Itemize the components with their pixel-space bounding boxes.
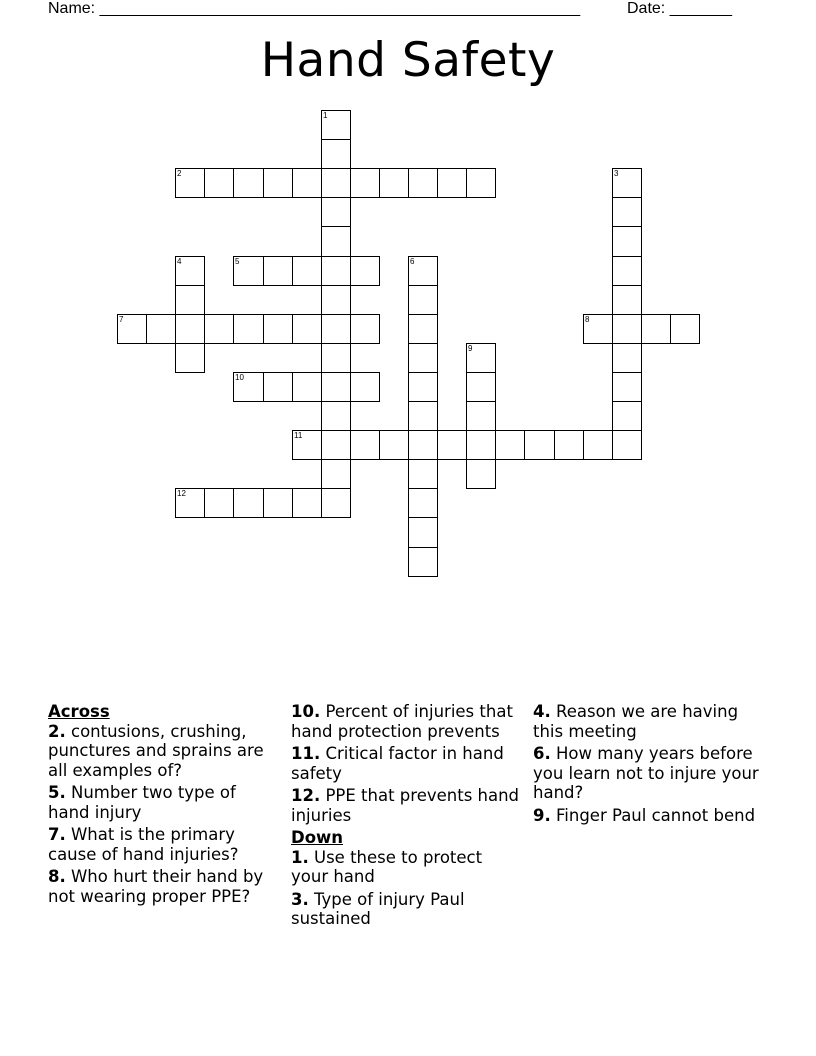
clue-number: 7.: [48, 825, 66, 844]
puzzle-title: Hand Safety: [260, 33, 556, 88]
grid-cell[interactable]: [612, 314, 642, 344]
grid-cell[interactable]: [612, 256, 642, 286]
grid-cell[interactable]: [612, 168, 642, 198]
grid-cell[interactable]: [204, 314, 234, 344]
clue-number: 12.: [291, 786, 321, 805]
grid-cell[interactable]: [175, 285, 205, 315]
clue-text: Type of injury Paul sustained: [291, 889, 465, 928]
grid-cell[interactable]: [350, 314, 380, 344]
clue-text: contusions, crushing, punctures and sprains are all examples of?: [48, 721, 264, 780]
clue-number: 6.: [533, 744, 551, 763]
grid-cell[interactable]: [321, 459, 351, 489]
grid-cell[interactable]: [612, 285, 642, 315]
grid-cell[interactable]: [292, 256, 322, 286]
clue-number: 9.: [533, 805, 551, 825]
clue-number-1: 1: [323, 111, 328, 120]
clue-number-5: 5: [235, 257, 240, 266]
date-field-label[interactable]: Date: _______: [627, 0, 732, 17]
grid-cell[interactable]: [117, 314, 147, 344]
grid-cell[interactable]: [466, 459, 496, 489]
grid-cell[interactable]: [408, 256, 438, 286]
grid-cell[interactable]: [292, 168, 322, 198]
grid-cell[interactable]: [612, 401, 642, 431]
clue-number: 5.: [48, 783, 66, 802]
clue-text: Finger Paul cannot bend: [550, 805, 756, 825]
clue-item: [291, 786, 523, 825]
grid-cell[interactable]: [263, 168, 293, 198]
grid-cell[interactable]: [408, 372, 438, 402]
grid-cell[interactable]: [175, 314, 205, 344]
grid-cell[interactable]: [292, 488, 322, 518]
grid-cell[interactable]: [321, 314, 351, 344]
grid-cell[interactable]: [292, 372, 322, 402]
clue-item: [48, 783, 280, 822]
grid-cell[interactable]: [408, 168, 438, 198]
grid-cell[interactable]: [379, 430, 409, 460]
grid-cell[interactable]: [408, 401, 438, 431]
clue-item: [291, 702, 523, 741]
clue-item: [533, 806, 765, 826]
grid-cell[interactable]: [321, 226, 351, 257]
clue-number-6: 6: [410, 257, 415, 266]
grid-cell[interactable]: [583, 430, 613, 460]
grid-cell[interactable]: [612, 430, 642, 460]
grid-cell[interactable]: [204, 488, 234, 518]
clue-number-3: 3: [614, 169, 619, 178]
down-clue-list: [291, 848, 523, 929]
grid-cell[interactable]: [466, 168, 496, 198]
grid-cell[interactable]: [670, 314, 700, 344]
clue-text: Reason we are having this meeting: [533, 702, 739, 741]
clues-column-3: [533, 702, 765, 828]
grid-cell[interactable]: [321, 110, 351, 140]
clue-text: Percent of injuries that hand protection prevents: [291, 702, 513, 741]
grid-cell[interactable]: [612, 343, 642, 373]
clue-item: [48, 867, 280, 906]
grid-cell[interactable]: [321, 139, 351, 169]
grid-cell[interactable]: [408, 314, 438, 344]
grid-cell[interactable]: [233, 314, 264, 344]
grid-cell[interactable]: [292, 430, 322, 460]
grid-cell[interactable]: [612, 197, 642, 227]
grid-cell[interactable]: [350, 256, 380, 286]
grid-cell[interactable]: [612, 226, 642, 257]
grid-cell[interactable]: [263, 372, 293, 402]
down-clue-list-continued: [533, 702, 765, 825]
grid-cell[interactable]: [583, 314, 613, 344]
clue-item: [48, 722, 280, 781]
grid-cell[interactable]: [350, 430, 380, 460]
grid-cell[interactable]: [408, 459, 438, 489]
grid-cell[interactable]: [146, 314, 176, 344]
across-heading: Across: [48, 702, 110, 721]
grid-cell[interactable]: [408, 488, 438, 518]
grid-cell[interactable]: [233, 256, 264, 286]
grid-cell[interactable]: [495, 430, 525, 460]
clue-text: Who hurt their hand by not wearing proper PPE?: [48, 867, 264, 906]
grid-cell[interactable]: [321, 488, 351, 518]
grid-cell[interactable]: [175, 488, 205, 518]
grid-cell[interactable]: [263, 314, 293, 344]
grid-cell[interactable]: [321, 285, 351, 315]
grid-cell[interactable]: [233, 168, 264, 198]
clue-number-10: 10: [235, 373, 244, 382]
grid-cell[interactable]: [437, 430, 467, 460]
grid-cell[interactable]: [175, 168, 205, 198]
grid-cell[interactable]: [408, 430, 438, 460]
grid-cell[interactable]: [408, 517, 438, 548]
grid-cell[interactable]: [466, 430, 496, 460]
clue-item: [533, 702, 765, 741]
clue-item: [291, 848, 523, 887]
grid-cell[interactable]: [408, 547, 438, 577]
clue-item: [291, 890, 523, 929]
grid-cell[interactable]: [263, 488, 293, 518]
grid-cell[interactable]: [175, 343, 205, 373]
grid-cell[interactable]: [263, 256, 293, 286]
grid-cell[interactable]: [321, 430, 351, 460]
down-heading: Down: [291, 828, 344, 847]
name-field-label[interactable]: Name: ______________________________________________________: [48, 0, 581, 17]
clues-column-1: [48, 702, 280, 909]
clue-item: [48, 825, 280, 864]
clue-item: [533, 744, 765, 803]
grid-cell[interactable]: [350, 372, 380, 402]
clue-number: 11.: [291, 744, 321, 763]
clue-number-7: 7: [119, 315, 124, 324]
clue-number-4: 4: [177, 257, 182, 266]
grid-cell[interactable]: [408, 343, 438, 373]
grid-cell[interactable]: [466, 372, 496, 402]
grid-cell[interactable]: [350, 168, 380, 198]
grid-cell[interactable]: [321, 343, 351, 373]
clue-number: 2.: [48, 721, 66, 741]
clue-item: [291, 744, 523, 783]
clue-number: 3.: [291, 889, 309, 909]
clue-text: Critical factor in hand safety: [291, 744, 504, 783]
grid-cell[interactable]: [466, 401, 496, 431]
clue-text: How many years before you learn not to injure your hand?: [533, 744, 759, 802]
grid-cell[interactable]: [175, 256, 205, 286]
grid-cell[interactable]: [524, 430, 555, 460]
clue-number-9: 9: [468, 344, 473, 353]
grid-cell[interactable]: [321, 401, 351, 431]
clue-number: 1.: [291, 847, 309, 867]
grid-cell[interactable]: [437, 168, 467, 198]
grid-cell[interactable]: [466, 343, 496, 373]
grid-cell[interactable]: [408, 285, 438, 315]
across-clue-list-continued: [291, 702, 523, 825]
clue-number: 4.: [533, 702, 551, 721]
grid-cell[interactable]: [641, 314, 671, 344]
clues-column-2: [291, 702, 523, 932]
grid-cell[interactable]: [554, 430, 584, 460]
grid-cell[interactable]: [233, 488, 264, 518]
grid-cell[interactable]: [321, 197, 351, 227]
grid-cell[interactable]: [292, 314, 322, 344]
clue-number-11: 11: [294, 431, 303, 440]
clue-number: 8.: [48, 867, 66, 886]
clue-number-2: 2: [177, 169, 182, 178]
across-clue-list: [48, 722, 280, 907]
clue-text: Number two type of hand injury: [48, 783, 236, 822]
clue-number-8: 8: [585, 315, 590, 324]
grid-cell[interactable]: [612, 372, 642, 402]
grid-cell[interactable]: [233, 372, 264, 402]
clue-number-12: 12: [177, 489, 186, 498]
clue-text: PPE that prevents hand injuries: [291, 786, 520, 825]
grid-cell[interactable]: [204, 168, 234, 198]
grid-cell[interactable]: [321, 256, 351, 286]
grid-cell[interactable]: [321, 372, 351, 402]
grid-cell[interactable]: [321, 168, 351, 198]
clue-number: 10.: [291, 702, 321, 721]
clue-text: Use these to protect your hand: [291, 847, 483, 886]
grid-cell[interactable]: [379, 168, 409, 198]
clue-text: What is the primary cause of hand injuries?: [48, 825, 239, 864]
